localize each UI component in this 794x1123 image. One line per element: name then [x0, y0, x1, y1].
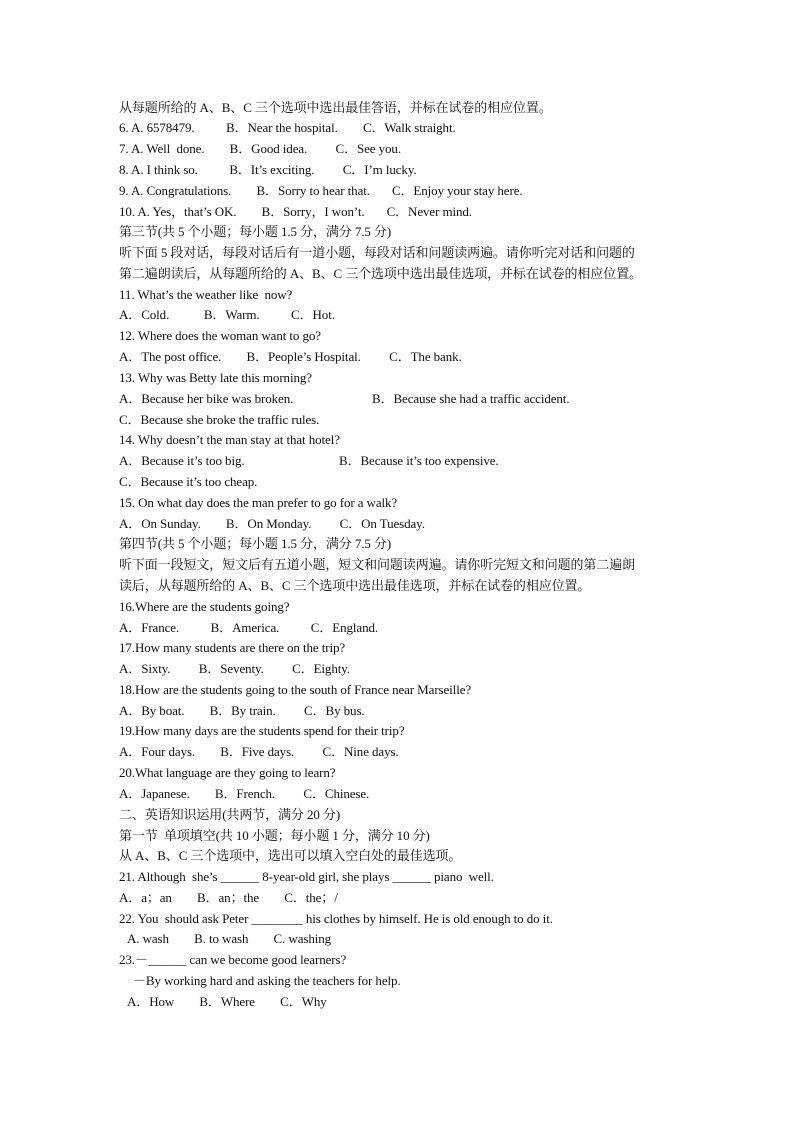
question-23-reply: －By working hard and asking the teachers for help. [133, 973, 401, 988]
question-11: 11. What’s the weather like now? [119, 287, 293, 302]
instruction-line: 从每题所给的 A、B、C 三个选项中选出最佳答语，并标在试卷的相应位置。 [119, 100, 552, 115]
question-20: 20.What language are they going to learn? [119, 765, 336, 780]
question-23: 23.－______ can we become good learners? [119, 952, 347, 967]
question-14: 14. Why doesn’t the man stay at that hotel? [119, 432, 340, 447]
question-11-options: A．Cold. B．Warm. C．Hot. [119, 307, 335, 322]
section-1-instruction: 从 A、B、C 三个选项中，选出可以填入空白处的最佳选项。 [119, 848, 462, 863]
question-7-options: 7. A. Well done. B．Good idea. C．See you. [119, 141, 401, 156]
question-13-option-c: C．Because she broke the traffic rules. [119, 412, 320, 427]
question-18: 18.How are the students going to the south of France near Marseille? [119, 682, 472, 697]
question-23-options: A．How B．Where C．Why [127, 994, 327, 1009]
section-4-heading: 第四节(共 5 个小题；每小题 1.5 分，满分 7.5 分) [119, 536, 392, 551]
question-14-options-ab: A．Because it’s too big. B．Because it’s too expensive. [119, 453, 499, 468]
section-4-instruction-1: 听下面一段短文，短文后有五道小题，短文和问题读两遍。请你听完短文和问题的第二遍朗 [119, 557, 636, 572]
question-9-options: 9. A. Congratulations. B．Sorry to hear that. C．Enjoy your stay here. [119, 183, 523, 198]
question-22: 22. You should ask Peter ________ his clothes by himself. He is old enough to do it. [119, 911, 553, 926]
question-22-options: A. wash B. to wash C. washing [127, 931, 332, 946]
question-21-options: A．a；an B．an；the C．the；/ [119, 890, 338, 905]
question-6-options: 6. A. 6578479. B．Near the hospital. C．Walk straight. [119, 120, 456, 135]
question-10-options: 10. A. Yes，that’s OK. B．Sorry，I won’t. C．Never mind. [119, 204, 472, 219]
question-17: 17.How many students are there on the trip? [119, 640, 346, 655]
section-3-instruction-2: 第二遍朗读后，从每题所给的 A、B、C 三个选项中选出最佳选项，并标在试卷的相应位置。 [119, 266, 642, 281]
question-17-options: A．Sixty. B．Seventy. C．Eighty. [119, 661, 350, 676]
question-16-options: A．France. B．America. C．England. [119, 620, 379, 635]
question-20-options: A．Japanese. B．French. C．Chinese. [119, 786, 370, 801]
question-15: 15. On what day does the man prefer to go for a walk? [119, 495, 398, 510]
question-8-options: 8. A. I think so. B．It’s exciting. C．I’m lucky. [119, 162, 417, 177]
section-3-heading: 第三节(共 5 个小题；每小题 1.5 分，满分 7.5 分) [119, 224, 392, 239]
question-21: 21. Although she’s ______ 8-year-old girl, she plays ______ piano well. [119, 869, 494, 884]
question-19-options: A．Four days. B．Five days. C．Nine days. [119, 744, 399, 759]
question-15-options: A．On Sunday. B．On Monday. C．On Tuesday. [119, 516, 425, 531]
section-4-instruction-2: 读后，从每题所给的 A、B、C 三个选项中选出最佳选项，并标在试卷的相应位置。 [119, 578, 591, 593]
section-3-instruction-1: 听下面 5 段对话，每段对话后有一道小题，每段对话和问题读两遍。请你听完对话和问题的 [119, 245, 635, 260]
question-13: 13. Why was Betty late this morning? [119, 370, 312, 385]
section-1-heading: 第一节 单项填空(共 10 小题；每小题 1 分，满分 10 分) [119, 828, 430, 843]
question-16: 16.Where are the students going? [119, 599, 290, 614]
question-13-options-ab: A．Because her bike was broken. B．Because she had a traffic accident. [119, 391, 570, 406]
question-14-option-c: C．Because it’s too cheap. [119, 474, 258, 489]
question-18-options: A．By boat. B．By train. C．By bus. [119, 703, 365, 718]
part-2-heading: 二、英语知识运用(共两节，满分 20 分) [119, 807, 341, 822]
question-19: 19.How many days are the students spend for their trip? [119, 723, 405, 738]
question-12-options: A．The post office. B．People’s Hospital. C．The bank. [119, 349, 462, 364]
question-12: 12. Where does the woman want to go? [119, 328, 321, 343]
